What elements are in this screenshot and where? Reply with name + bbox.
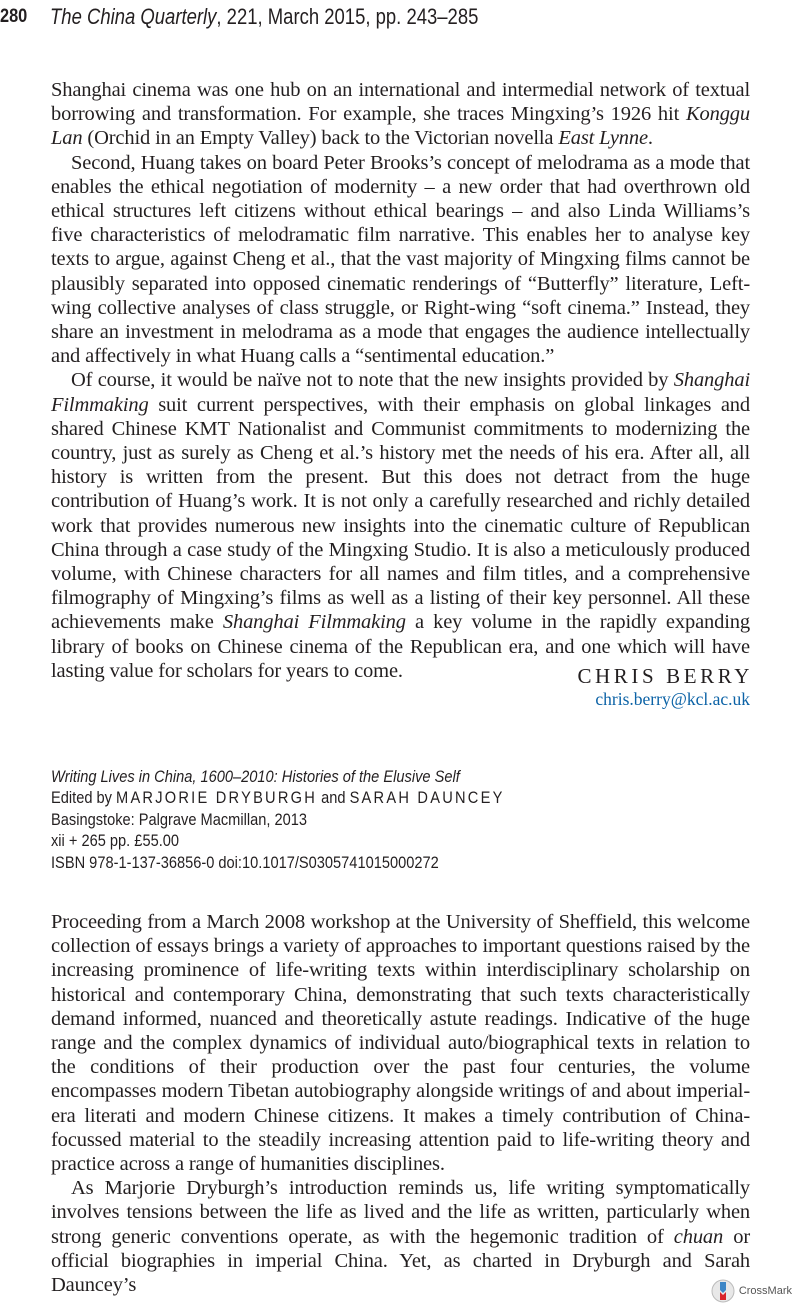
reviewer-name: CHRIS BERRY: [577, 664, 753, 688]
editor-name: SARAH DAUNCEY: [349, 788, 505, 808]
running-head: [50, 4, 478, 30]
review-berry: [51, 78, 750, 683]
film-title: Konggu Lan: [51, 103, 750, 150]
book-title-ref: Shanghai Filmmaking: [222, 611, 406, 634]
review-writing-lives: [51, 910, 750, 1297]
book-publisher: Basingstoke: Palgrave Macmillan, 2013: [51, 809, 307, 829]
book-pages-price: xii + 265 pp. £55.00: [51, 831, 180, 851]
paragraph: As Marjorie Dryburgh’s introduction reminds us, life writing symptomatically involves tensions between the life as lived and the life as written, particularly when strong generic conventions operate, as with the hegemonic tradition of chuan or official biographies in imperial China. Yet, as charted in Dryburgh and Sarah Dauncey’s: [51, 1177, 750, 1297]
running-header: [0, 6, 800, 34]
reviewer-email-link[interactable]: chris.berry@kcl.ac.uk: [595, 689, 750, 709]
journal-title: The China Quarterly: [50, 4, 217, 29]
paragraph: Second, Huang takes on board Peter Brooks’s concept of melodrama as a mode that enables the ethical negotiation of modernity – a new order that had overthrown old ethical structures left citizens without ethical bearings – and also Linda Williams’s five characteristics of melodramatic film narrative. This enables her to analyse key texts to argue, against Cheng et al., that the vast majority of Mingxing films cannot be plausibly separated into opposed cinematic renderings of “Butterfly” literature, Left-wing collective analyses of class struggle, or Right-wing “soft cinema.” Instead, they share an investment in melodrama as a mode that engages the audience intellectually and affectively in what Huang calls a “sentimental education.”: [51, 151, 750, 368]
crossmark-label: CrossMark: [738, 1285, 792, 1297]
book-editors: Edited by MARJORIE DRYBURGH and SARAH DAUNCEY: [51, 788, 505, 808]
journal-citation: , 221, March 2015, pp. 243–285: [216, 4, 479, 29]
page-number: 280: [0, 6, 28, 27]
novella-title: East Lynne: [558, 127, 648, 150]
book-title-ref: Shanghai Filmmaking: [51, 369, 750, 416]
paragraph: Shanghai cinema was one hub on an international and intermedial network of textual borrowing and transformation. For example, she traces Mingxing’s 1926 hit Konggu Lan (Orchid in an Empty Valley) back to the Victorian novella East Lynne.: [51, 79, 750, 150]
term-chuan: chuan: [673, 1225, 724, 1248]
reviewer-signature: [577, 664, 753, 710]
paragraph: Of course, it would be naïve not to note that the new insights provided by Shanghai Filmmaking suit current perspectives, with their emphasis on global linkages and shared Chinese KMT Nationalist and Communist commitments to modernizing the country, just as surely as Cheng et al.’s history met the needs of his era. After all, all history is written from the present. But this does not detract from the huge contribution of Huang’s work. It is not only a carefully researched and richly detailed work that provides numerous new insights into the cinematic culture of Republican China through a case study of the Mingxing Studio. It is also a meticulously produced volume, with Chinese characters for all names and film titles, and a comprehensive filmography of Mingxing’s films as well as a listing of their key personnel. All these achievements make Shanghai Filmmaking a key volume in the rapidly expanding library of books on Chinese cinema of the Republican era, and one which will have lasting value for scholars for years to come.: [51, 369, 750, 682]
crossmark-icon: [711, 1278, 735, 1304]
book-isbn-doi: ISBN 978-1-137-36856-0 doi:10.1017/S0305741015000272: [51, 852, 439, 872]
book-details: [51, 766, 505, 873]
paragraph: Proceeding from a March 2008 workshop at the University of Sheffield, this welcome collection of essays brings a variety of approaches to important questions raised by the increasing prominence of life-writing texts within interdisciplinary scholarship on historical and contemporary China, demonstrating that such texts characteristically demand informed, nuanced and theoretically astute readings. Indicative of the huge range and the complex dynamics of individual auto/biographical texts in relation to the conditions of their production over the past four centuries, the volume encompasses modern Tibetan autobiography alongside writings of and about imperial-era literati and modern Chinese citizens. It makes a timely contribution of China-focussed material to the steadily increasing attention paid to life-writing theory and practice across a range of humanities disciplines.: [51, 911, 750, 1176]
book-title: Writing Lives in China, 1600–2010: Histories of the Elusive Self: [51, 767, 460, 786]
editor-name: MARJORIE DRYBURGH: [116, 788, 318, 808]
crossmark-badge[interactable]: [711, 1278, 792, 1304]
